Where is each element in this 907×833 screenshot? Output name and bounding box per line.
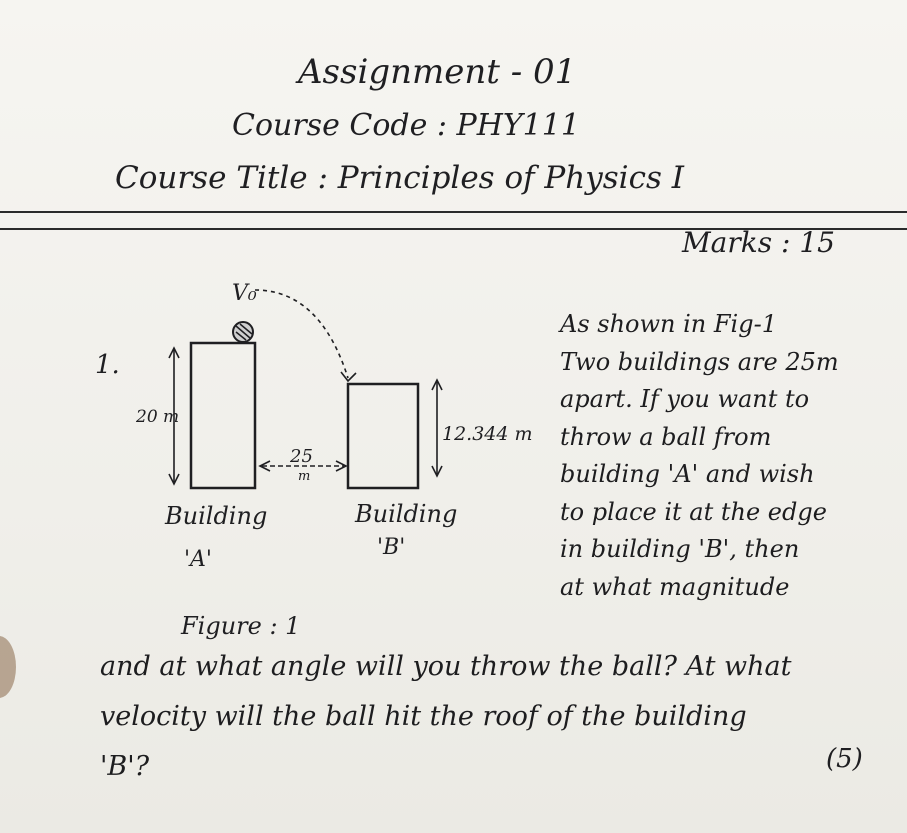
building-b-label: Building	[355, 500, 458, 528]
paragraph-line: Two buildings are 25m	[560, 347, 839, 376]
assignment-title: Assignment - 01	[298, 52, 577, 92]
paragraph-line: building 'A' and wish	[560, 460, 815, 488]
gap-unit-label: m	[298, 469, 311, 484]
initial-velocity-label: V₀	[232, 281, 257, 306]
paragraph-line: throw a ball from	[560, 422, 772, 451]
building-a-label: Building	[165, 502, 268, 530]
continuation-line: 'B'?	[100, 751, 150, 782]
paragraph-line: to place it at the edge	[560, 497, 827, 526]
paragraph-line: in building 'B', then	[560, 535, 800, 563]
building-a	[191, 343, 255, 488]
question-continuation	[100, 642, 900, 792]
figure-caption: Figure : 1	[181, 612, 301, 640]
paragraph-line: apart. If you want to	[560, 385, 810, 413]
height-a-label: 20 m	[136, 407, 180, 427]
continuation-line: velocity will the ball hit the roof of the building	[100, 701, 747, 732]
trajectory-path	[255, 290, 348, 378]
paragraph-line: As shown in Fig-1	[560, 310, 777, 338]
course-title: Course Title : Principles of Physics I	[115, 160, 684, 196]
question-marks: (5)	[826, 744, 863, 774]
question-paragraph	[560, 306, 900, 606]
question-number: 1.	[95, 350, 120, 380]
paragraph-line: at what magnitude	[560, 572, 790, 601]
continuation-line: and at what angle will you throw the ball? At what	[100, 651, 792, 682]
height-b-label: 12.344 m	[442, 423, 533, 445]
course-code: Course Code : PHY111	[232, 108, 580, 143]
building-b	[348, 384, 418, 488]
building-a-name: 'A'	[184, 547, 212, 572]
total-marks: Marks : 15	[682, 226, 835, 259]
gap-label: 25	[290, 446, 313, 467]
building-b-name: 'B'	[377, 535, 406, 560]
